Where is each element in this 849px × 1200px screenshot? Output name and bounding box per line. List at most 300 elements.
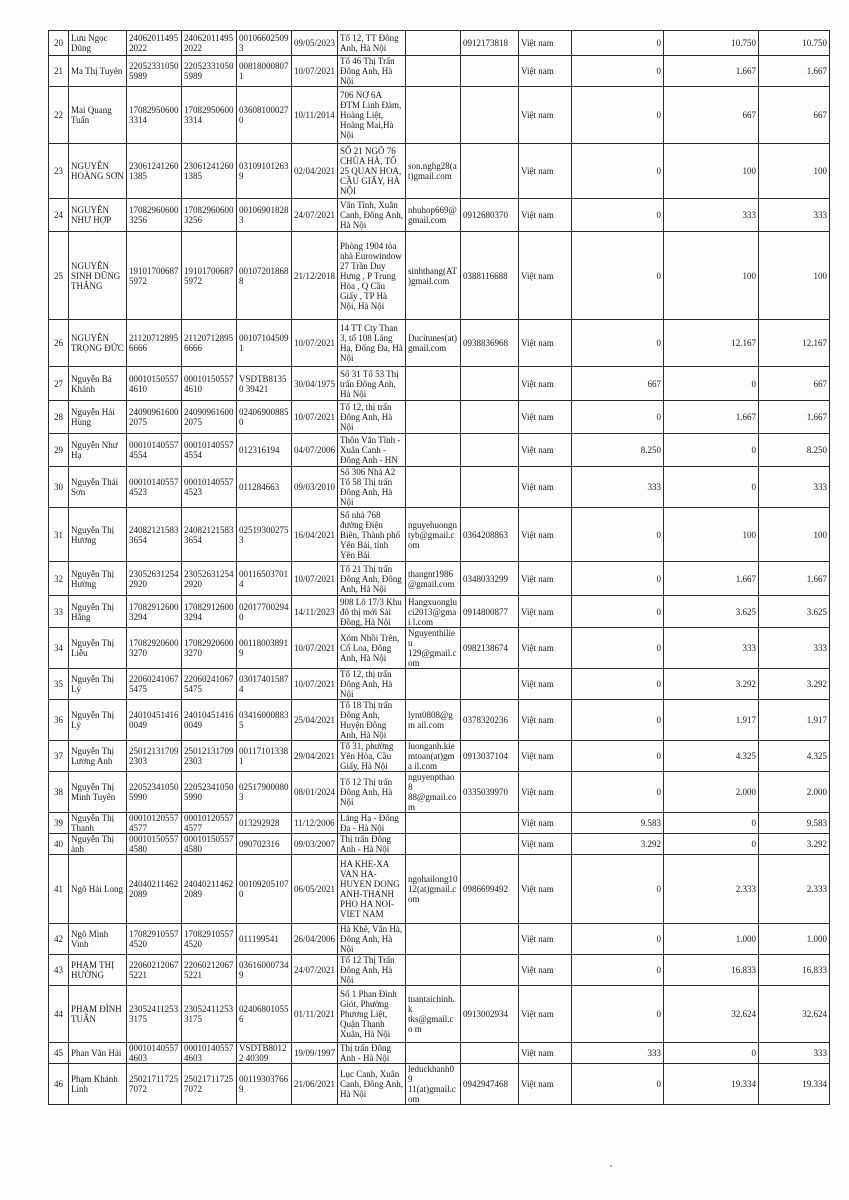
cell-account-id-2: 25012131709 2303	[182, 741, 237, 772]
cell-holder-name: Nguyễn Bá Khánh	[69, 367, 127, 401]
cell-account-id-2: 22052331050 5989	[182, 56, 237, 87]
cell-identity-number: 03608100027 0	[237, 87, 292, 144]
cell-shares-total: 3.625	[759, 596, 830, 628]
cell-address: Văn Tinh, Xuân Canh, Đông Anh, Hà Nội	[338, 199, 406, 232]
cell-shares-free: 1.000	[664, 924, 759, 955]
cell-email: sinhthang(AT)gmail.com	[406, 232, 461, 320]
cell-shares-free: 4.325	[664, 741, 759, 772]
cell-holder-name: Nguyễn Thái Sơn	[69, 467, 127, 508]
cell-phone: 0982138674	[461, 628, 519, 669]
cell-account-id: 00010140557 4554	[127, 434, 182, 467]
cell-issue-date: 10/11/2014	[292, 87, 338, 144]
cell-shares-total: 19.334	[759, 1064, 830, 1105]
cell-shares-restricted: 667	[572, 367, 664, 401]
cell-account-id-2: 23061241260 1385	[182, 144, 237, 199]
cell-shares-restricted: 0	[572, 199, 664, 232]
cell-account-id-2: 22052341050 5990	[182, 772, 237, 813]
table-row	[49, 31, 830, 56]
cell-shares-restricted: 0	[572, 401, 664, 434]
cell-nationality: Việt nam	[519, 955, 572, 986]
cell-shares-total: 1.000	[759, 924, 830, 955]
cell-identity-number: 00119303766 9	[237, 1064, 292, 1105]
cell-account-id: 00010140557 4523	[127, 467, 182, 508]
table-row	[49, 986, 830, 1043]
cell-phone	[461, 834, 519, 855]
cell-shares-free: 0	[664, 813, 759, 834]
table-row	[49, 855, 830, 924]
cell-phone: 0364208863	[461, 508, 519, 562]
cell-identity-number: 00106901828 3	[237, 199, 292, 232]
cell-shares-restricted: 333	[572, 467, 664, 508]
cell-account-id: 00010150557 4580	[127, 834, 182, 855]
cell-account-id: 25021711725 7072	[127, 1064, 182, 1105]
cell-email: luonganh.kie mtoan(at)gma il.com	[406, 741, 461, 772]
cell-address: Tổ 46 Thị Trấn Đông Anh, Hà Nội	[338, 56, 406, 87]
cell-account-id-2: 17082912600 3294	[182, 596, 237, 628]
cell-account-id-2: 24090961600 2075	[182, 401, 237, 434]
cell-holder-name: Ma Thị Tuyên	[69, 56, 127, 87]
cell-shares-restricted: 0	[572, 955, 664, 986]
cell-account-id: 17082920600 3270	[127, 628, 182, 669]
cell-identity-number: 03616000734 9	[237, 955, 292, 986]
cell-shares-free: 3.625	[664, 596, 759, 628]
cell-shares-free: 19.334	[664, 1064, 759, 1105]
cell-shares-restricted: 0	[572, 628, 664, 669]
cell-row-number: 24	[49, 199, 69, 232]
cell-account-id: 17082912600 3294	[127, 596, 182, 628]
cell-issue-date: 06/05/2021	[292, 855, 338, 924]
cell-row-number: 33	[49, 596, 69, 628]
cell-row-number: 34	[49, 628, 69, 669]
cell-email	[406, 955, 461, 986]
cell-shares-restricted: 0	[572, 562, 664, 596]
cell-shares-restricted: 0	[572, 320, 664, 367]
cell-issue-date: 11/12/2006	[292, 813, 338, 834]
cell-account-id-2: 24040211462 2089	[182, 855, 237, 924]
cell-shares-free: 2.333	[664, 855, 759, 924]
cell-email: nguyenpthao8 88@gmail.co m	[406, 772, 461, 813]
cell-address: Láng Hạ - Đống Đa - Hà Nội	[338, 813, 406, 834]
cell-phone	[461, 434, 519, 467]
table-row	[49, 834, 830, 855]
cell-phone: 0912173818	[461, 31, 519, 56]
cell-identity-number: 00109205107 0	[237, 855, 292, 924]
cell-row-number: 30	[49, 467, 69, 508]
cell-identity-number: 011284663	[237, 467, 292, 508]
cell-account-id-2: 24062011495 2022	[182, 31, 237, 56]
cell-account-id: 21120712895 6666	[127, 320, 182, 367]
cell-identity-number: 00118003891 9	[237, 628, 292, 669]
cell-address: SỐ 21 NGÕ 76 CHÙA HÀ, TỔ 25 QUAN HOA, CẦU GIẤY, HÀ NỘI	[338, 144, 406, 199]
cell-issue-date: 21/06/2021	[292, 1064, 338, 1105]
cell-shares-free: 0	[664, 1043, 759, 1064]
cell-holder-name: Phạm Khánh Linh	[69, 1064, 127, 1105]
table-body	[49, 31, 830, 1105]
cell-phone: 0914800877	[461, 596, 519, 628]
cell-shares-free: 0	[664, 434, 759, 467]
cell-address: Số nhà 768 đường Điện Biên, Thành phố Yên Bái, tỉnh Yên Bái	[338, 508, 406, 562]
cell-row-number: 42	[49, 924, 69, 955]
cell-identity-number: 00818000807 1	[237, 56, 292, 87]
cell-account-id-2: 23052411253 3175	[182, 986, 237, 1043]
cell-account-id: 24040211462 2089	[127, 855, 182, 924]
table-row	[49, 199, 830, 232]
cell-nationality: Việt nam	[519, 813, 572, 834]
cell-issue-date: 24/07/2021	[292, 955, 338, 986]
cell-holder-name: PHẠM THỊ HƯỜNG	[69, 955, 127, 986]
cell-shares-total: 3.292	[759, 834, 830, 855]
cell-identity-number: VSDTB80122 40309	[237, 1043, 292, 1064]
cell-nationality: Việt nam	[519, 855, 572, 924]
cell-address: Số 306 Nhà A2 Tổ 58 Thị trấn Đông Anh, Hà Nội	[338, 467, 406, 508]
cell-row-number: 21	[49, 56, 69, 87]
cell-issue-date: 29/04/2021	[292, 741, 338, 772]
cell-account-id: 17082950600 3314	[127, 87, 182, 144]
cell-identity-number: 00106602509 3	[237, 31, 292, 56]
cell-shares-free: 0	[664, 834, 759, 855]
cell-shares-total: 16.833	[759, 955, 830, 986]
table-row	[49, 924, 830, 955]
table-row	[49, 508, 830, 562]
cell-shares-restricted: 0	[572, 772, 664, 813]
cell-account-id: 22052341050 5990	[127, 772, 182, 813]
cell-account-id-2: 17082950600 3314	[182, 87, 237, 144]
cell-nationality: Việt nam	[519, 596, 572, 628]
cell-phone	[461, 87, 519, 144]
cell-email	[406, 467, 461, 508]
cell-row-number: 23	[49, 144, 69, 199]
cell-shares-free: 0	[664, 367, 759, 401]
cell-email: son.nghg28(at)gmail.com	[406, 144, 461, 199]
cell-holder-name: Ngô Minh Vinh	[69, 924, 127, 955]
cell-account-id-2: 25021711725 7072	[182, 1064, 237, 1105]
cell-address: 908 Lô 17/3 Khu đô thị mới Sài Đồng, Hà Nội	[338, 596, 406, 628]
cell-shares-total: 667	[759, 87, 830, 144]
cell-phone: 0913037104	[461, 741, 519, 772]
cell-issue-date: 19/09/1997	[292, 1043, 338, 1064]
cell-row-number: 43	[49, 955, 69, 986]
cell-shares-total: 1.667	[759, 401, 830, 434]
cell-shares-free: 1.667	[664, 401, 759, 434]
cell-holder-name: Phan Văn Hải	[69, 1043, 127, 1064]
table-row	[49, 367, 830, 401]
cell-holder-name: Nguyễn Hải Hùng	[69, 401, 127, 434]
table-row	[49, 596, 830, 628]
cell-identity-number: 011199541	[237, 924, 292, 955]
cell-email	[406, 87, 461, 144]
cell-shares-restricted: 0	[572, 508, 664, 562]
cell-identity-number: 02017700294 0	[237, 596, 292, 628]
cell-shares-total: 1.917	[759, 700, 830, 741]
table-row	[49, 813, 830, 834]
cell-account-id: 24062011495 2022	[127, 31, 182, 56]
cell-account-id: 23052631254 2920	[127, 562, 182, 596]
table-row	[49, 1064, 830, 1105]
cell-account-id-2: 21120712895 6666	[182, 320, 237, 367]
cell-nationality: Việt nam	[519, 401, 572, 434]
cell-holder-name: Mai Quang Tuấn	[69, 87, 127, 144]
cell-email	[406, 56, 461, 87]
cell-shares-total: 100	[759, 508, 830, 562]
cell-address: Tổ 21 Thị trấn Đông Anh, Đông Anh, Hà Nội	[338, 562, 406, 596]
cell-nationality: Việt nam	[519, 87, 572, 144]
cell-email	[406, 367, 461, 401]
cell-account-id-2: 17082960600 3256	[182, 199, 237, 232]
cell-account-id: 23061241260 1385	[127, 144, 182, 199]
cell-address: Tổ 12, thị trấn Đông Anh, Hà Nội	[338, 401, 406, 434]
cell-address: Tổ 18 Thị trấn Đông Anh, Huyện Đông Anh, Hà Nội	[338, 700, 406, 741]
cell-holder-name: Nguyễn Thị Hằng	[69, 596, 127, 628]
cell-row-number: 45	[49, 1043, 69, 1064]
cell-email: leduckhanh09 11(at)gmail.c om	[406, 1064, 461, 1105]
cell-shares-free: 667	[664, 87, 759, 144]
cell-shares-total: 8.250	[759, 434, 830, 467]
cell-holder-name: Nguyễn Thị Hường	[69, 562, 127, 596]
cell-address: Xóm Nhồi Trên, Cổ Loa, Đông Anh, Hà Nội	[338, 628, 406, 669]
cell-shares-total: 32.624	[759, 986, 830, 1043]
cell-shares-total: 333	[759, 628, 830, 669]
cell-account-id-2: 23052631254 2920	[182, 562, 237, 596]
table-row	[49, 669, 830, 700]
cell-phone: 0378320236	[461, 700, 519, 741]
cell-phone	[461, 401, 519, 434]
cell-email	[406, 31, 461, 56]
cell-shares-restricted: 0	[572, 741, 664, 772]
cell-issue-date: 16/04/2021	[292, 508, 338, 562]
cell-account-id-2: 22060241067 5475	[182, 669, 237, 700]
cell-holder-name: Nguyễn Thị Lý	[69, 700, 127, 741]
cell-phone	[461, 367, 519, 401]
cell-shares-free: 333	[664, 199, 759, 232]
cell-address: Hà Khê, Vân Hà, Đông Anh, Hà Nội	[338, 924, 406, 955]
cell-nationality: Việt nam	[519, 320, 572, 367]
cell-row-number: 31	[49, 508, 69, 562]
cell-shares-total: 2.000	[759, 772, 830, 813]
cell-account-id: 24082121583 3654	[127, 508, 182, 562]
cell-phone	[461, 669, 519, 700]
cell-shares-restricted: 0	[572, 986, 664, 1043]
cell-address: Thôn Văn Tĩnh - Xuân Canh - Đông Anh - HN	[338, 434, 406, 467]
table-row	[49, 467, 830, 508]
cell-nationality: Việt nam	[519, 467, 572, 508]
cell-shares-restricted: 0	[572, 1064, 664, 1105]
cell-row-number: 36	[49, 700, 69, 741]
cell-row-number: 22	[49, 87, 69, 144]
cell-identity-number: 03416000883 5	[237, 700, 292, 741]
cell-row-number: 27	[49, 367, 69, 401]
cell-address: Tổ 12 Thị trấn Đông Anh, Hà Nội	[338, 772, 406, 813]
cell-address: Số 31 Tổ 53 Thị trấn Đông Anh, Hà Nội	[338, 367, 406, 401]
cell-shares-free: 3.292	[664, 669, 759, 700]
cell-issue-date: 14/11/2023	[292, 596, 338, 628]
cell-account-id-2: 00010140557 4554	[182, 434, 237, 467]
cell-shares-restricted: 0	[572, 924, 664, 955]
cell-shares-free: 0	[664, 467, 759, 508]
cell-nationality: Việt nam	[519, 772, 572, 813]
cell-shares-restricted: 0	[572, 855, 664, 924]
cell-phone: 0938836968	[461, 320, 519, 367]
cell-account-id-2: 17082910557 4520	[182, 924, 237, 955]
cell-phone	[461, 1043, 519, 1064]
cell-email: Ducitunes(at)gmail.com	[406, 320, 461, 367]
cell-issue-date: 10/07/2021	[292, 628, 338, 669]
cell-email	[406, 401, 461, 434]
cell-account-id: 00010140557 4603	[127, 1043, 182, 1064]
cell-shares-free: 100	[664, 508, 759, 562]
cell-shares-restricted: 0	[572, 144, 664, 199]
cell-holder-name: Nguyễn Thị ảnh	[69, 834, 127, 855]
cell-email	[406, 813, 461, 834]
cell-shares-restricted: 3.292	[572, 834, 664, 855]
cell-identity-number: 02406900885 0	[237, 401, 292, 434]
cell-holder-name: Lưu Ngọc Dũng	[69, 31, 127, 56]
cell-identity-number: 02519300275 3	[237, 508, 292, 562]
cell-identity-number: 013292928	[237, 813, 292, 834]
table-row	[49, 562, 830, 596]
cell-shares-restricted: 0	[572, 232, 664, 320]
cell-address: Tổ 12, TT Đông Anh, Hà Nội	[338, 31, 406, 56]
cell-row-number: 46	[49, 1064, 69, 1105]
cell-nationality: Việt nam	[519, 508, 572, 562]
cell-issue-date: 04/07/2006	[292, 434, 338, 467]
cell-shares-free: 12.167	[664, 320, 759, 367]
cell-email: Nguyenthilieu 129@gmail.c om	[406, 628, 461, 669]
cell-shares-free: 2.000	[664, 772, 759, 813]
cell-email: ngohailong10 12(at)gmail.c om	[406, 855, 461, 924]
cell-address: Thị trấn Đông Anh - Hà Nội	[338, 1043, 406, 1064]
cell-shares-free: 32.624	[664, 986, 759, 1043]
cell-account-id: 17082910557 4520	[127, 924, 182, 955]
cell-shares-total: 2.333	[759, 855, 830, 924]
table-row	[49, 628, 830, 669]
cell-issue-date: 30/04/1975	[292, 367, 338, 401]
cell-account-id: 22052331050 5989	[127, 56, 182, 87]
cell-holder-name: Nguyễn Thị Liễu	[69, 628, 127, 669]
cell-account-id-2: 00010150557 4610	[182, 367, 237, 401]
cell-issue-date: 10/07/2021	[292, 56, 338, 87]
cell-account-id: 00010150557 4610	[127, 367, 182, 401]
cell-shares-restricted: 0	[572, 56, 664, 87]
cell-holder-name: Nguyễn Thị Lương Anh	[69, 741, 127, 772]
cell-issue-date: 25/04/2021	[292, 700, 338, 741]
cell-phone: 0912680370	[461, 199, 519, 232]
cell-nationality: Việt nam	[519, 741, 572, 772]
table-row	[49, 700, 830, 741]
cell-row-number: 44	[49, 986, 69, 1043]
cell-email	[406, 434, 461, 467]
cell-shares-total: 100	[759, 232, 830, 320]
cell-shares-free: 1.667	[664, 56, 759, 87]
cell-issue-date: 02/04/2021	[292, 144, 338, 199]
cell-account-id-2: 00010150557 4580	[182, 834, 237, 855]
cell-shares-total: 333	[759, 199, 830, 232]
cell-row-number: 37	[49, 741, 69, 772]
cell-holder-name: Nguyễn Thị Thanh	[69, 813, 127, 834]
cell-identity-number: 02517900080 3	[237, 772, 292, 813]
cell-holder-name: NGUYỄN HOÀNG SƠN	[69, 144, 127, 199]
cell-nationality: Việt nam	[519, 924, 572, 955]
cell-account-id-2: 24010451416 0049	[182, 700, 237, 741]
cell-holder-name: PHẠM ĐÌNH TUẤN	[69, 986, 127, 1043]
cell-shares-total: 4.325	[759, 741, 830, 772]
cell-identity-number: 00107201868 8	[237, 232, 292, 320]
cell-nationality: Việt nam	[519, 1064, 572, 1105]
cell-nationality: Việt nam	[519, 31, 572, 56]
cell-identity-number: 02406801055 6	[237, 986, 292, 1043]
cell-shares-total: 12.167	[759, 320, 830, 367]
cell-issue-date: 10/07/2021	[292, 562, 338, 596]
cell-holder-name: NGUYỄN NHƯ HỢP	[69, 199, 127, 232]
cell-nationality: Việt nam	[519, 986, 572, 1043]
cell-account-id: 00010120557 4577	[127, 813, 182, 834]
cell-holder-name: Nguyễn Thị Minh Tuyên	[69, 772, 127, 813]
cell-row-number: 41	[49, 855, 69, 924]
cell-account-id-2: 00010120557 4577	[182, 813, 237, 834]
cell-holder-name: Nguyễn Như Hạ	[69, 434, 127, 467]
cell-address: Lục Canh, Xuân Canh, Đông Anh, Hà Nội	[338, 1064, 406, 1105]
cell-nationality: Việt nam	[519, 628, 572, 669]
cell-email: Hangxuonglu ci2013@gmai l.com	[406, 596, 461, 628]
cell-account-id-2: 00010140557 4523	[182, 467, 237, 508]
cell-account-id-2: 00010140557 4603	[182, 1043, 237, 1064]
cell-shares-total: 333	[759, 467, 830, 508]
cell-email	[406, 669, 461, 700]
cell-row-number: 29	[49, 434, 69, 467]
cell-row-number: 28	[49, 401, 69, 434]
cell-row-number: 39	[49, 813, 69, 834]
table-row	[49, 232, 830, 320]
cell-shares-total: 9.583	[759, 813, 830, 834]
cell-holder-name: Nguyễn Thị Hương	[69, 508, 127, 562]
cell-account-id-2: 19101700687 5972	[182, 232, 237, 320]
cell-phone	[461, 955, 519, 986]
cell-phone: 0942947468	[461, 1064, 519, 1105]
cell-email	[406, 834, 461, 855]
cell-account-id-2: 17082920600 3270	[182, 628, 237, 669]
cell-row-number: 32	[49, 562, 69, 596]
cell-nationality: Việt nam	[519, 367, 572, 401]
cell-nationality: Việt nam	[519, 232, 572, 320]
cell-nationality: Việt nam	[519, 562, 572, 596]
cell-identity-number: VSDTB81350 39421	[237, 367, 292, 401]
cell-account-id: 22060212067 5221	[127, 955, 182, 986]
cell-email: thangnt1986 @gmail.com	[406, 562, 461, 596]
cell-address: 706 NƠ 6A ĐTM Linh Đàm, Hoàng Liệt, Hoàng Mai,Hà Nội	[338, 87, 406, 144]
cell-email	[406, 1043, 461, 1064]
table-row	[49, 772, 830, 813]
cell-nationality: Việt nam	[519, 434, 572, 467]
cell-row-number: 38	[49, 772, 69, 813]
cell-account-id: 24090961600 2075	[127, 401, 182, 434]
cell-shares-free: 333	[664, 628, 759, 669]
table-row	[49, 1043, 830, 1064]
cell-email	[406, 924, 461, 955]
cell-shares-restricted: 9.583	[572, 813, 664, 834]
scan-speck	[610, 1165, 612, 1167]
cell-address: Tổ 12 Thị Trấn Đông Anh, Hà Nội	[338, 955, 406, 986]
cell-shares-total: 1.667	[759, 562, 830, 596]
cell-issue-date: 10/07/2021	[292, 401, 338, 434]
cell-shares-total: 667	[759, 367, 830, 401]
cell-row-number: 26	[49, 320, 69, 367]
cell-issue-date: 24/07/2021	[292, 199, 338, 232]
cell-phone	[461, 467, 519, 508]
cell-shares-total: 333	[759, 1043, 830, 1064]
cell-row-number: 35	[49, 669, 69, 700]
cell-shares-free: 100	[664, 144, 759, 199]
cell-issue-date: 10/07/2021	[292, 669, 338, 700]
cell-nationality: Việt nam	[519, 669, 572, 700]
